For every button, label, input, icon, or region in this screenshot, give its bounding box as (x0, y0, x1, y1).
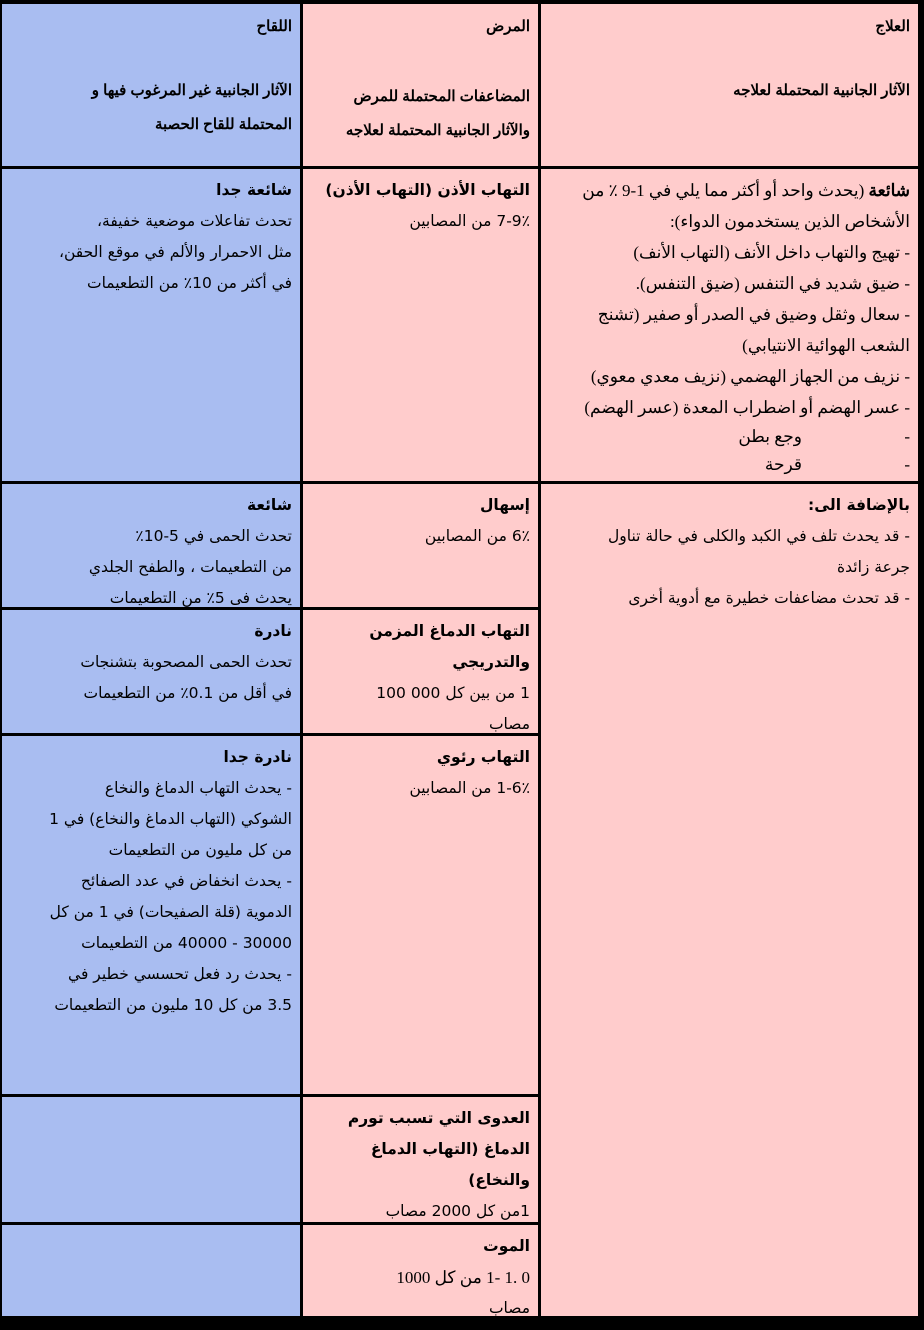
vaccine-line: تحدث الحمى المصحوبة بتشنجات (80, 653, 292, 671)
treatment-dash-item: وجع بطن (738, 427, 802, 446)
disease-cell-pneumonia (303, 736, 538, 1094)
disease-title: التهاب الدماغ المزمن (369, 622, 530, 640)
treatment-additional-line: - قد يحدث تلف في الكبد والكلى في حالة تناول (607, 527, 910, 545)
vaccine-frequency: نادرة جدا (223, 748, 292, 766)
disease-cell-sspe (303, 610, 538, 733)
treatment-common-intro-2: الأشخاص الذين يستخدمون الدواء): (669, 212, 910, 231)
vaccine-line: في أكثر من 10٪ من التطعيمات (86, 274, 292, 292)
disease-rate: 1-6٪ من المصابين (409, 779, 530, 797)
vaccine-line: من التطعيمات ، والطفح الجلدي (88, 558, 292, 576)
header-disease-subtitle-1: المضاعفات المحتملة للمرض (353, 88, 530, 105)
disease-title: العدوى التي تسبب تورم (347, 1109, 530, 1127)
disease-rate: 1من كل 2000 مصاب (385, 1202, 530, 1220)
header-vaccine (2, 4, 300, 166)
treatment-item: - نزيف من الجهاز الهضمي (نزيف معدي معوي) (590, 367, 910, 386)
treatment-dash-item: قرحة (764, 455, 802, 474)
disease-title: الموت (483, 1237, 530, 1255)
header-disease-subtitle-2: والآثار الجانبية المحتملة لعلاجه (345, 122, 530, 139)
header-disease-title: المرض (486, 18, 530, 35)
vaccine-frequency: نادرة (254, 622, 292, 640)
disease-cell-encephalitis (303, 1097, 538, 1222)
treatment-common-label: شائعة (868, 181, 910, 200)
treatment-item: - تهيج والتهاب داخل الأنف (التهاب الأنف) (633, 243, 910, 262)
disease-rate: 6٪ من المصابين (424, 527, 530, 545)
treatment-additional-cell (541, 484, 918, 1316)
disease-rate: مصاب (488, 715, 530, 733)
vaccine-cell-rare (2, 610, 300, 733)
disease-cell-otitis (303, 169, 538, 481)
treatment-item: الشعب الهوائية الانتيابي) (742, 336, 910, 355)
vaccine-line: - يحدث انخفاض في عدد الصفائح (80, 872, 292, 890)
vaccine-cell-very-common (2, 169, 300, 481)
header-treatment-subtitle: الآثار الجانبية المحتملة لعلاجه (733, 82, 910, 99)
treatment-common-intro: (يحدث واحد أو أكثر مما يلي في 1-9 ٪ من (582, 181, 869, 200)
treatment-common-cell: شائعة (يحدث واحد أو أكثر مما يلي في 1-9 ٪ من الأشخاص الذين يستخدمون الدواء): - تهيج والتهاب داخل الأنف (التهاب الأنف) - ضيق شديد في التنفس (ضيق التنفس). - سعال وثقل وضيق في الصدر أو صفير (تشنج الشعب الهوائية الانتيابي) - نزيف من الجهاز الهضمي (نزيف معدي معوي) - عسر الهضم أو اضطراب المعدة (عسر الهضم) -وجع بطن -قرحة (541, 169, 918, 481)
treatment-additional-label: بالإضافة الى: (808, 496, 910, 514)
treatment-item: - ضيق شديد في التنفس (ضيق التنفس). (635, 274, 910, 293)
disease-rate: مصاب (488, 1299, 530, 1317)
disease-rate: 0 .1 -1 من كل 1000 (396, 1268, 530, 1287)
vaccine-line: في أقل من 0.1٪ من التطعيمات (83, 684, 292, 702)
header-vaccine-subtitle-2: المحتملة للقاح الحصبة (154, 116, 292, 133)
treatment-additional-line: - قد تحدث مضاعفات خطيرة مع أدوية أخرى (628, 589, 910, 607)
disease-title: التهاب الأذن (التهاب الأذن) (325, 181, 530, 199)
vaccine-line: الدموية (قلة الصفيحات) في 1 من كل (49, 903, 292, 921)
vaccine-cell-empty-2 (2, 1225, 300, 1316)
disease-rate: 1 من بين كل 000 100 (376, 684, 530, 702)
vaccine-line: - يحدث رد فعل تحسسي خطير في (68, 965, 292, 983)
vaccine-line: - يحدث التهاب الدماغ والنخاع (104, 779, 292, 797)
header-vaccine-title: اللقاح (256, 18, 292, 35)
disease-title: والتدريجي (452, 653, 530, 671)
disease-title: الدماغ (التهاب الدماغ (370, 1140, 530, 1158)
vaccine-frequency: شائعة (246, 496, 292, 514)
header-disease (303, 4, 538, 166)
vaccine-frequency: شائعة جدا (216, 181, 292, 199)
disease-rate: 7-9٪ من المصابين (409, 212, 530, 230)
disease-title: إسهال (479, 496, 530, 514)
disease-cell-diarrhea (303, 484, 538, 607)
vaccine-line: 30000 - 40000 من التطعيمات (81, 934, 292, 952)
vaccine-line: تحدث الحمى في 5-10٪ (135, 527, 292, 545)
vaccine-cell-empty-1 (2, 1097, 300, 1222)
header-treatment (541, 4, 918, 166)
disease-title: التهاب رئوي (436, 748, 530, 766)
disease-cell-death (303, 1225, 538, 1316)
vaccine-line: يحدث فى 5٪ من التطعيمات (109, 589, 292, 607)
vaccine-line: من كل مليون من التطعيمات (108, 841, 292, 859)
vaccine-line: الشوكي (التهاب الدماغ والنخاع) في 1 (49, 810, 292, 828)
header-treatment-title: العلاج (875, 18, 910, 35)
vaccine-line: 3.5 من كل 10 مليون من التطعيمات (54, 996, 292, 1014)
disease-title: والنخاع) (468, 1171, 530, 1189)
vaccine-line: مثل الاحمرار والألم في موقع الحقن، (58, 243, 292, 261)
treatment-item: - سعال وثقل وضيق في الصدر أو صفير (تشنج (597, 305, 910, 324)
vaccine-cell-very-rare (2, 736, 300, 1094)
vaccine-line: تحدث تفاعلات موضعية خفيفة، (97, 212, 292, 230)
treatment-item: - عسر الهضم أو اضطراب المعدة (عسر الهضم) (584, 398, 910, 417)
header-vaccine-subtitle-1: الآثار الجانبية غير المرغوب فيها و (91, 82, 292, 99)
treatment-additional-line: جرعة زائدة (837, 558, 910, 576)
vaccine-cell-common (2, 484, 300, 607)
